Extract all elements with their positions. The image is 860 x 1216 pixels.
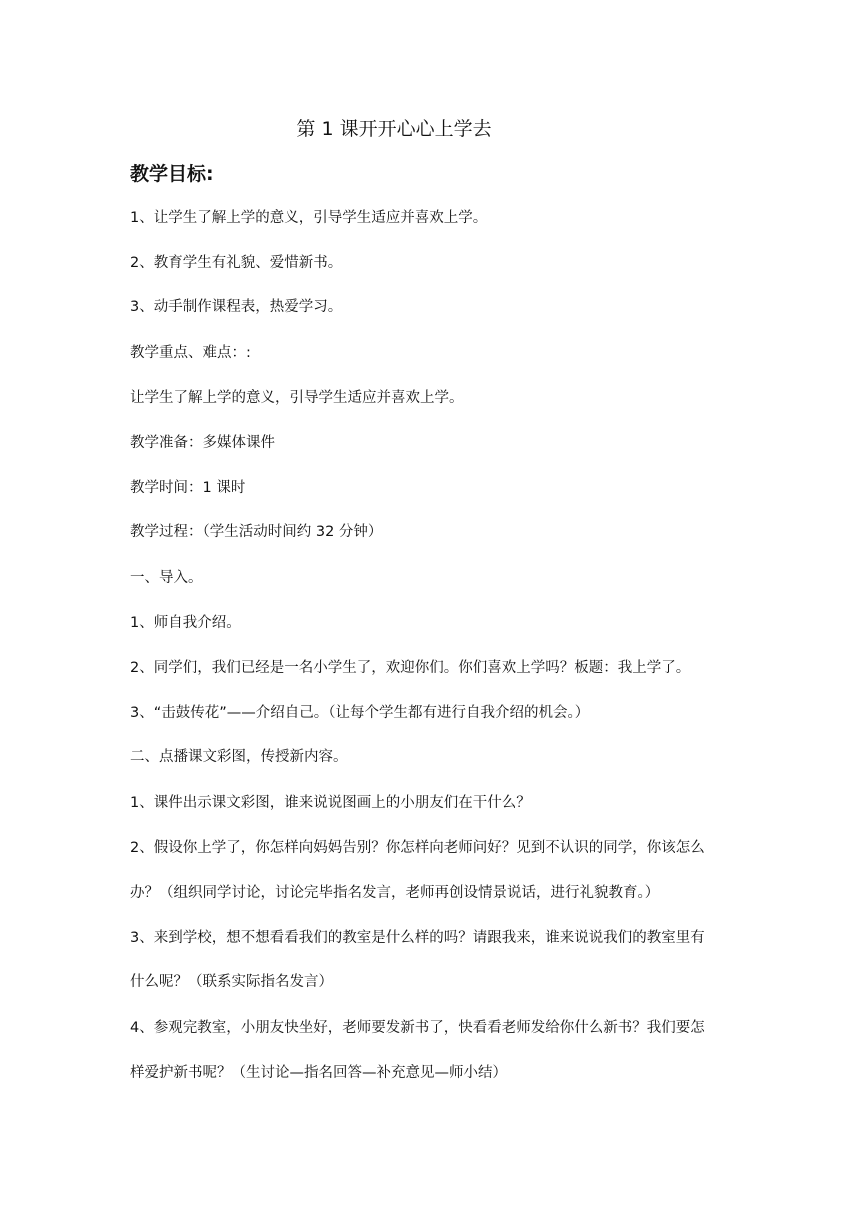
text-line-20: 样爱护新书呢？（生讨论—指名回答—补充意见—师小结） <box>130 1065 507 1081</box>
text-line-14: 1、课件出示课文彩图，谁来说说图画上的小朋友们在干什么？ <box>130 795 531 811</box>
text-line-3: 3、动手制作课程表，热爱学习。 <box>130 299 343 315</box>
section-heading-objectives: 教学目标: <box>130 163 214 185</box>
text-line-15: 2、假设你上学了，你怎样向妈妈告别？你怎样向老师问好？见到不认识的同学，你该怎么 <box>130 840 705 856</box>
text-line-1: 1、让学生了解上学的意义，引导学生适应并喜欢上学。 <box>130 210 488 226</box>
text-line-19: 4、参观完教室，小朋友快坐好，老师要发新书了，快看看老师发给你什么新书？我们要怎 <box>130 1020 705 1036</box>
text-line-16: 办？（组织同学讨论，讨论完毕指名发言，老师再创设情景说话，进行礼貌教育。） <box>130 885 660 901</box>
text-line-18: 什么呢？（联系实际指名发言） <box>130 974 333 990</box>
text-line-10: 1、师自我介绍。 <box>130 615 241 631</box>
text-line-12: 3、“击鼓传花”——介绍自己。（让每个学生都有进行自我介绍的机会。） <box>130 705 590 721</box>
text-line-9: 一、导入。 <box>130 570 203 586</box>
text-line-11: 2、同学们，我们已经是一名小学生了，欢迎你们。你们喜欢上学吗？板题：我上学了。 <box>130 660 691 676</box>
text-line-17: 3、来到学校，想不想看看我们的教室是什么样的吗？请跟我来，谁来说说我们的教室里有 <box>130 930 705 946</box>
document-title: 第 1 课开开心心上学去 <box>296 118 492 140</box>
text-line-8: 教学过程：（学生活动时间约 32 分钟） <box>130 524 383 540</box>
text-line-6: 教学准备：多媒体课件 <box>130 435 275 451</box>
text-line-2: 2、教育学生有礼貌、爱惜新书。 <box>130 255 343 271</box>
text-line-4: 教学重点、难点：: <box>130 345 251 361</box>
text-line-13: 二、点播课文彩图，传授新内容。 <box>130 749 348 765</box>
text-line-5: 让学生了解上学的意义，引导学生适应并喜欢上学。 <box>130 390 464 406</box>
text-line-7: 教学时间：1 课时 <box>130 480 246 496</box>
